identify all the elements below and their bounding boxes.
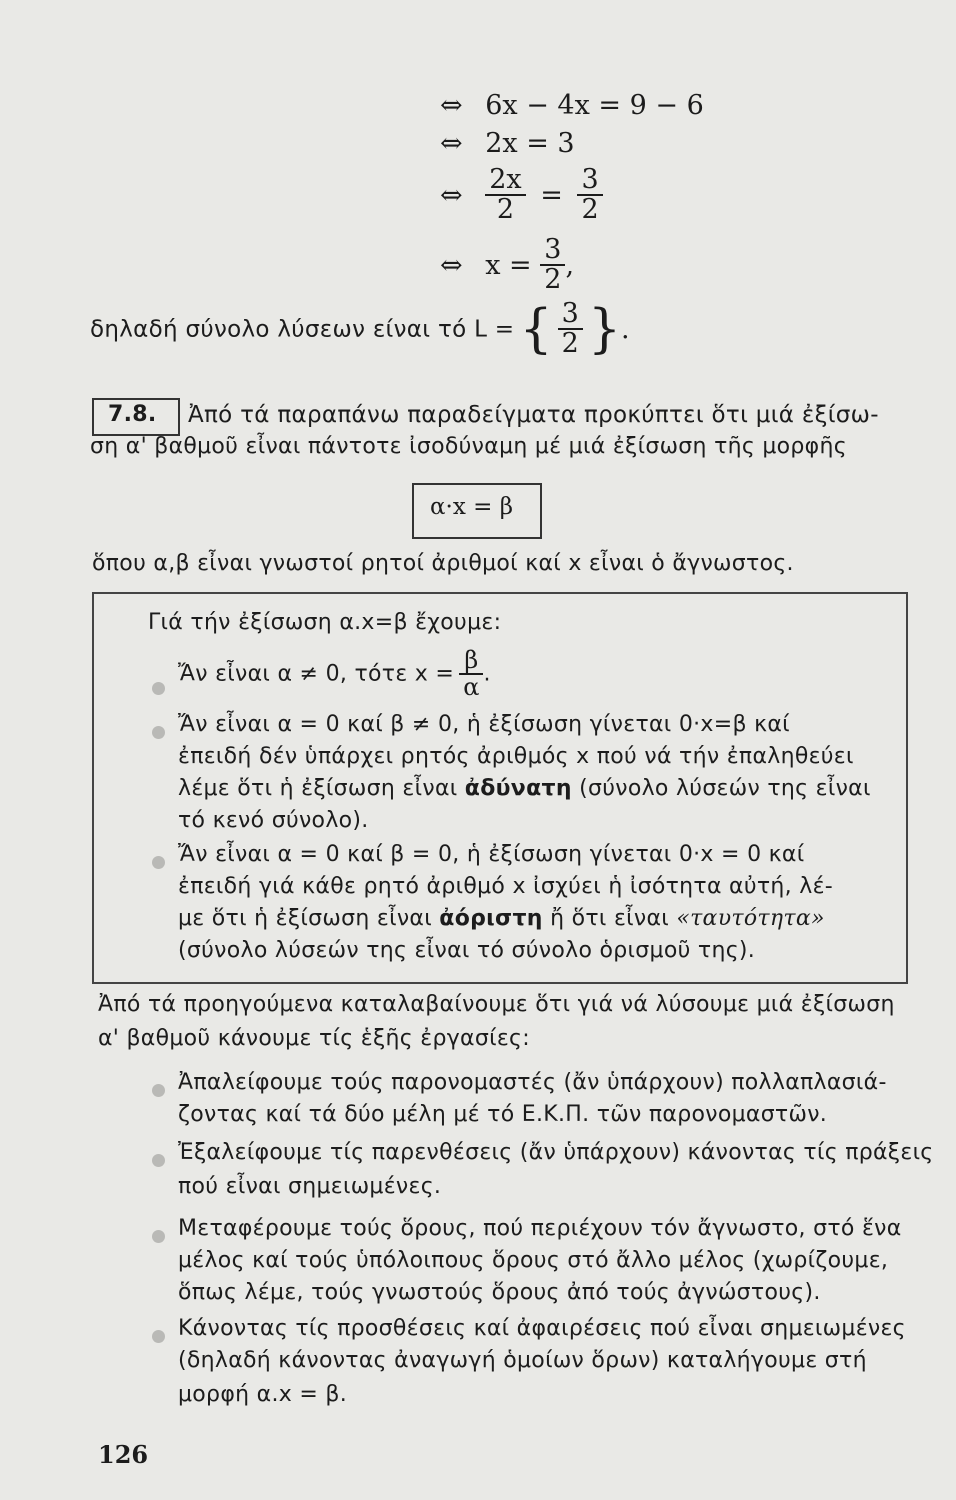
step-2-line-2: πού εἶναι σημειωμένες. <box>178 1174 442 1199</box>
bullet-icon <box>152 682 165 695</box>
solution-set-line: δηλαδή σύνολο λύσεων είναι τό L = { $\frac{3}{2}$ }. <box>90 298 630 360</box>
procedure-intro-line-1: Ἀπό τά προηγούμενα καταλαβαίνουμε ὅτι γιά νά λύσουμε μιά ἐξίσωση <box>98 992 895 1017</box>
section-number: 7.8. <box>108 402 157 427</box>
derivation-line-2: ⇔ 2x = 3 <box>440 128 575 159</box>
bullet-icon <box>152 1230 165 1243</box>
bullet-icon <box>152 1330 165 1343</box>
procedure-intro-line-2: α' βαθμοῦ κάνουμε τίς ἑξῆς ἐργασίες: <box>98 1026 530 1051</box>
step-4-line-3: μορφή α.x = β. <box>178 1382 348 1407</box>
set-open-brace: { <box>519 299 553 360</box>
bullet-icon <box>152 1154 165 1167</box>
step-4-line-1: Κάνοντας τίς προσθέσεις καί ἀφαιρέσεις πού εἶναι σημειωμένες <box>178 1316 906 1341</box>
rule-case-2-line-1: Ἄν εἶναι α = 0 καί β ≠ 0, ἡ ἐξίσωση γίνεται 0·x=β καί <box>178 712 790 737</box>
bullet-icon <box>152 726 165 739</box>
section-text-line-2: ση α' βαθμοῦ εἶναι πάντοτε ἰσοδύναμη μέ μιά ἐξίσωση τῆς μορφῆς <box>90 434 847 459</box>
derivation-line-1: ⇔ 6x − 4x = 9 − 6 <box>440 90 704 121</box>
equivalence-arrow: ⇔ <box>440 249 463 281</box>
fraction-3-over-2: $\frac{3}{2}$ <box>540 236 565 295</box>
fraction-beta-over-alpha: $\frac{\beta}{\alpha}$ <box>459 648 483 700</box>
derivation-line-3: ⇔ $\frac{2x}{2}$ = $\frac{3}{2}$ <box>440 166 603 225</box>
rule-case-2-line-3: λέμε ὅτι ἡ ἐξίσωση εἶναι ἀδύνατη (σύνολο λύσεών της εἶναι <box>178 776 871 801</box>
step-1-line-1: Ἀπαλείφουμε τούς παρονομαστές (ἄν ὑπάρχουν) πολλαπλασιά- <box>178 1070 887 1095</box>
rule-case-2-line-2: ἐπειδή δέν ὑπάρχει ρητός ἀριθμός x πού νά τήν ἐπαληθεύει <box>178 744 854 769</box>
bullet-icon <box>152 1084 165 1097</box>
solution-fraction: $\frac{3}{2}$ <box>558 300 583 359</box>
step-3-line-2: μέλος καί τούς ὑπόλοιπους ὅρους στό ἄλλο μέλος (χωρίζουμε, <box>178 1248 889 1273</box>
step-4-line-2: (δηλαδή κάνοντας ἀναγωγή ὁμοίων ὅρων) καταλήγουμε στή <box>178 1348 867 1373</box>
step-3-line-3: ὅπως λέμε, τούς γνωστούς ὅρους ἀπό τούς ἀγνώστους). <box>178 1280 821 1305</box>
step-2-line-1: Ἐξαλείφουμε τίς παρενθέσεις (ἄν ὑπάρχουν) κάνοντας τίς πράξεις <box>178 1140 934 1165</box>
fraction-3-over-2: $\frac{3}{2}$ <box>577 166 602 225</box>
term-adynati: ἀδύνατη <box>464 776 572 801</box>
fraction-2x-over-2: $\frac{2x}{2}$ <box>485 166 525 225</box>
step-1-line-2: ζοντας καί τά δύο μέλη μέ τό Ε.Κ.Π. τῶν παρονομαστῶν. <box>178 1102 828 1127</box>
equivalence-arrow: ⇔ <box>440 90 463 121</box>
page-number: 126 <box>98 1440 149 1469</box>
rule-case-3-line-2: ἐπειδή γιά κάθε ρητό ἀριθμό x ἰσχύει ἡ ἰσότητα αὐτή, λέ- <box>178 874 834 899</box>
set-close-brace: } <box>587 299 622 360</box>
rule-case-3-line-4: (σύνολο λύσεών της εἶναι τό σύνολο ὁρισμοῦ της). <box>178 938 756 963</box>
term-aoristi: ἀόριστη <box>439 906 543 931</box>
derivation-line-4: ⇔ x = $\frac{3}{2}$ , <box>440 234 575 296</box>
rule-case-3-line-1: Ἄν εἶναι α = 0 καί β = 0, ἡ ἐξίσωση γίνεται 0·x = 0 καί <box>178 842 805 867</box>
equivalence-arrow: ⇔ <box>440 179 463 211</box>
equivalence-arrow: ⇔ <box>440 128 463 159</box>
rule-case-3-line-3: με ὅτι ἡ ἐξίσωση εἶναι ἀόριστη ἤ ὅτι εἶναι «ταυτότητα» <box>178 906 825 931</box>
rule-intro: Γιά τήν ἐξίσωση α.x=β ἔχουμε: <box>148 610 502 635</box>
bullet-icon <box>152 856 165 869</box>
rule-case-1: Ἄν εἶναι α ≠ 0, τότε x = $\frac{\beta}{\alpha}$ . <box>178 646 491 702</box>
rule-case-2-line-4: τό κενό σύνολο). <box>178 808 369 833</box>
step-3-line-1: Μεταφέρουμε τούς ὅρους, πού περιέχουν τόν ἄγνωστο, στό ἕνα <box>178 1216 902 1241</box>
section-text-line-1: Ἀπό τά παραπάνω παραδείγματα προκύπτει ὅτι μιά ἐξίσω- <box>188 402 879 428</box>
section-text-line-3: ὅπου α,β εἶναι γνωστοί ρητοί ἀριθμοί καί x εἶναι ὁ ἄγνωστος. <box>92 551 794 576</box>
boxed-formula: α·x = β <box>430 494 514 520</box>
term-taftotita: «ταυτότητα» <box>676 906 825 931</box>
